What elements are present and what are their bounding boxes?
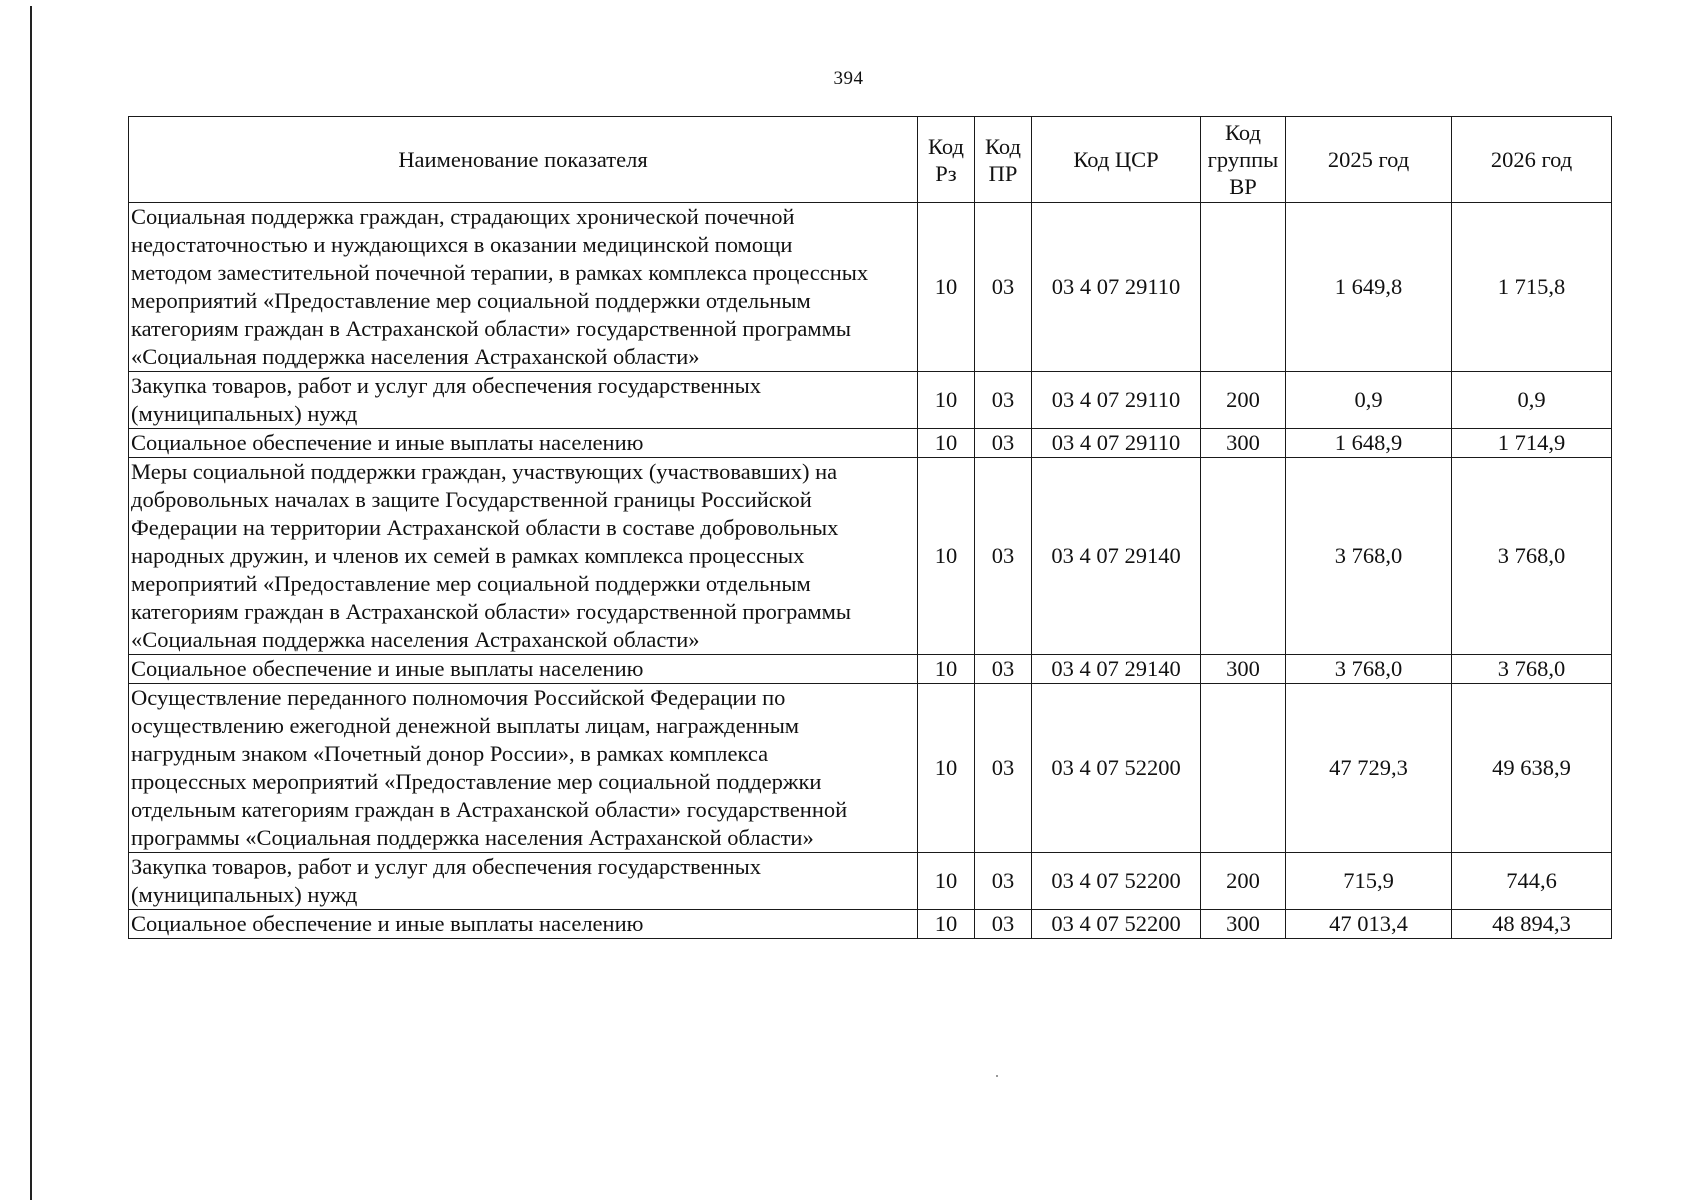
row-rz: 10 bbox=[918, 458, 975, 655]
row-y2026: 48 894,3 bbox=[1452, 910, 1612, 939]
row-y2026: 1 714,9 bbox=[1452, 429, 1612, 458]
row-name: Социальная поддержка граждан, страдающих хронической почечной недостаточностью и нуждающихся в оказании медицинской помощи методом заместительной почечной терапии, в рамках комплекса процессных мероприятий «Предоставление мер социальной поддержки отдельным категориям граждан в Астраханской области» государственной программы «Социальная поддержка населения Астраханской области» bbox=[129, 203, 918, 372]
row-name: Социальное обеспечение и иные выплаты населению bbox=[129, 910, 918, 939]
row-y2025: 47 729,3 bbox=[1286, 684, 1452, 853]
row-y2025: 0,9 bbox=[1286, 372, 1452, 429]
scan-edge-line bbox=[30, 6, 32, 1200]
row-csr: 03 4 07 29110 bbox=[1032, 429, 1201, 458]
row-pr: 03 bbox=[975, 684, 1032, 853]
row-csr: 03 4 07 29110 bbox=[1032, 372, 1201, 429]
page-number: 394 bbox=[833, 68, 864, 89]
row-y2026: 1 715,8 bbox=[1452, 203, 1612, 372]
row-vr: 300 bbox=[1201, 655, 1286, 684]
row-vr: 200 bbox=[1201, 853, 1286, 910]
row-y2025: 3 768,0 bbox=[1286, 458, 1452, 655]
row-name: Осуществление переданного полномочия Российской Федерации по осуществлению ежегодной денежной выплаты лицам, награжденным нагрудным знаком «Почетный донор России», в рамках комплекса процессных мероприятий «Предоставление мер социальной поддержки отдельным категориям граждан в Астраханской области» государственной программы «Социальная поддержка населения Астраханской области» bbox=[129, 684, 918, 853]
row-vr: 300 bbox=[1201, 429, 1286, 458]
row-y2025: 715,9 bbox=[1286, 853, 1452, 910]
header-2025: 2025 год bbox=[1286, 117, 1452, 203]
header-vr: Код группы ВР bbox=[1201, 117, 1286, 203]
row-pr: 03 bbox=[975, 203, 1032, 372]
row-pr: 03 bbox=[975, 853, 1032, 910]
row-y2026: 49 638,9 bbox=[1452, 684, 1612, 853]
header-csr: Код ЦСР bbox=[1032, 117, 1201, 203]
row-name: Меры социальной поддержки граждан, участвующих (участвовавших) на добровольных началах в защите Государственной границы Российской Федерации на территории Астраханской области в составе добровольных народных дружин, и членов их семей в рамках комплекса процессных мероприятий «Предоставление мер социальной поддержки отдельным категориям граждан в Астраханской области» государственной программы «Социальная поддержка населения Астраханской области» bbox=[129, 458, 918, 655]
scan-speck bbox=[996, 1075, 998, 1077]
row-vr bbox=[1201, 458, 1286, 655]
table-row bbox=[129, 910, 1612, 939]
table-row bbox=[129, 684, 1612, 853]
row-pr: 03 bbox=[975, 429, 1032, 458]
row-pr: 03 bbox=[975, 655, 1032, 684]
header-rz: Код Рз bbox=[918, 117, 975, 203]
budget-table bbox=[128, 116, 1612, 939]
row-y2026: 744,6 bbox=[1452, 853, 1612, 910]
row-y2025: 3 768,0 bbox=[1286, 655, 1452, 684]
row-vr bbox=[1201, 203, 1286, 372]
table-row bbox=[129, 458, 1612, 655]
row-csr: 03 4 07 29110 bbox=[1032, 203, 1201, 372]
row-rz: 10 bbox=[918, 655, 975, 684]
table-header-row bbox=[129, 117, 1612, 203]
row-vr: 300 bbox=[1201, 910, 1286, 939]
row-pr: 03 bbox=[975, 372, 1032, 429]
row-csr: 03 4 07 52200 bbox=[1032, 910, 1201, 939]
row-y2025: 47 013,4 bbox=[1286, 910, 1452, 939]
header-2026: 2026 год bbox=[1452, 117, 1612, 203]
table-row bbox=[129, 372, 1612, 429]
row-rz: 10 bbox=[918, 684, 975, 853]
row-rz: 10 bbox=[918, 910, 975, 939]
row-name: Закупка товаров, работ и услуг для обеспечения государственных (муниципальных) нужд bbox=[129, 853, 918, 910]
row-y2026: 0,9 bbox=[1452, 372, 1612, 429]
row-csr: 03 4 07 52200 bbox=[1032, 684, 1201, 853]
row-rz: 10 bbox=[918, 853, 975, 910]
row-name: Социальное обеспечение и иные выплаты населению bbox=[129, 429, 918, 458]
row-name: Закупка товаров, работ и услуг для обеспечения государственных (муниципальных) нужд bbox=[129, 372, 918, 429]
row-y2025: 1 649,8 bbox=[1286, 203, 1452, 372]
row-rz: 10 bbox=[918, 372, 975, 429]
table-row bbox=[129, 655, 1612, 684]
row-pr: 03 bbox=[975, 458, 1032, 655]
row-y2025: 1 648,9 bbox=[1286, 429, 1452, 458]
row-csr: 03 4 07 29140 bbox=[1032, 655, 1201, 684]
table-row bbox=[129, 429, 1612, 458]
header-pr: Код ПР bbox=[975, 117, 1032, 203]
table-row bbox=[129, 853, 1612, 910]
table-body bbox=[129, 203, 1612, 939]
row-vr: 200 bbox=[1201, 372, 1286, 429]
row-rz: 10 bbox=[918, 429, 975, 458]
row-y2026: 3 768,0 bbox=[1452, 655, 1612, 684]
row-y2026: 3 768,0 bbox=[1452, 458, 1612, 655]
row-vr bbox=[1201, 684, 1286, 853]
header-name: Наименование показателя bbox=[129, 117, 918, 203]
row-csr: 03 4 07 29140 bbox=[1032, 458, 1201, 655]
table-row bbox=[129, 203, 1612, 372]
row-rz: 10 bbox=[918, 203, 975, 372]
row-csr: 03 4 07 52200 bbox=[1032, 853, 1201, 910]
row-pr: 03 bbox=[975, 910, 1032, 939]
row-name: Социальное обеспечение и иные выплаты населению bbox=[129, 655, 918, 684]
